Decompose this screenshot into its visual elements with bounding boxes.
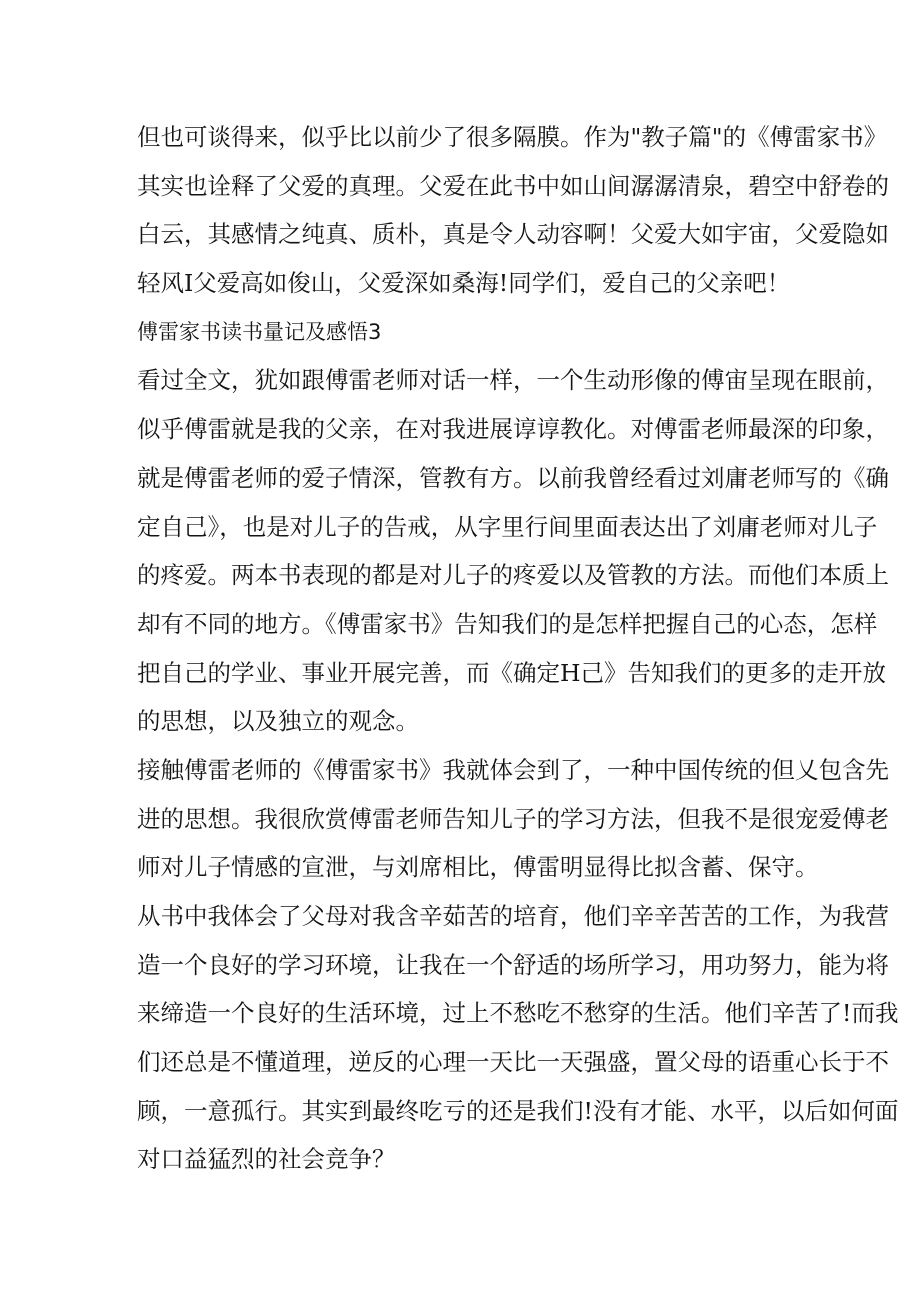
text-line: 进的思想。我很欣赏傅雷老师告知儿子的学习方法，但我不是很宠爱傅老 [137, 804, 889, 833]
text-line: 们还总是不懂道理，逆反的心理一天比一天强盛，置父母的语重心长于不 [137, 1048, 889, 1077]
text-line: 轻风I父爱高如俊山，父爱深如桑海!同学们，爱自己的父亲吧！ [137, 269, 791, 298]
text-line: 接触傅雷老师的《傅雷家书》我就体会到了，一种中国传统的但乂包含先 [137, 755, 889, 784]
text-line: 白云，其感情之纯真、质朴，真是令人动容啊！父爱大如宇宙，父爱隐如 [137, 220, 889, 249]
text-line: 定自己》，也是对儿子的告戒，从字里行间里面表达出了刘庸老师对儿子 [137, 512, 878, 541]
text-line: 师对儿子情感的宣泄，与刘席相比，傅雷明显得比拟含蓄、保守。 [137, 853, 819, 882]
text-line: 从书中我体会了父母对我含辛茹苦的培育，他们辛辛苦苦的工作，为我营 [137, 902, 889, 930]
text-line: 的思想，以及独立的观念。 [137, 707, 419, 736]
text-line: 似乎傅雷就是我的父亲，在对我进展谆谆教化。对傅雷老师最深的印象， [137, 415, 889, 444]
text-line: 看过全文，犹如跟傅雷老师对话一样，一个生动形像的傅宙呈现在眼前， [137, 366, 889, 395]
text-line: 就是傅雷老师的爱子情深，管教有方。以前我曾经看过刘庸老师写的《确 [137, 463, 889, 492]
text-line: 来缔造一个良好的生活环境，过上不愁吃不愁穿的生活。他们辛苦了!而我 [137, 999, 899, 1028]
text-line: 却有不同的地方。《傅雷家书》告知我们的是怎样把握自己的心态，怎样 [137, 609, 878, 638]
text-line: 其实也诠释了父爱的真理。父爱在此书中如山间潺潺清泉，碧空中舒卷的 [137, 171, 889, 200]
text-line: 对口益猛烈的社会竞争？ [137, 1145, 396, 1174]
text-line: 的疼爱。两本书表现的都是对儿子的疼爱以及管教的方法。而他们本质上 [137, 561, 889, 590]
document-body [137, 113, 899, 1184]
text-line: 顾，一意孤行。其实到最终吃亏的还是我们!没有才能、水平，以后如何面 [137, 1096, 899, 1125]
text-line: 造一个良好的学习环境，让我在一个舒适的场所学习，用功努力，能为将 [137, 950, 889, 979]
text-line: 但也可谈得来，似乎比以前少了很多隔膜。作为"教子篇"的《傅雷家书》 [137, 123, 888, 151]
text-line: 把自己的学业、事业开展完善，而《确定H己》告知我们的更多的走开放 [137, 658, 886, 687]
section-heading: 傅雷家书读书量记及感悟3 [137, 319, 382, 344]
